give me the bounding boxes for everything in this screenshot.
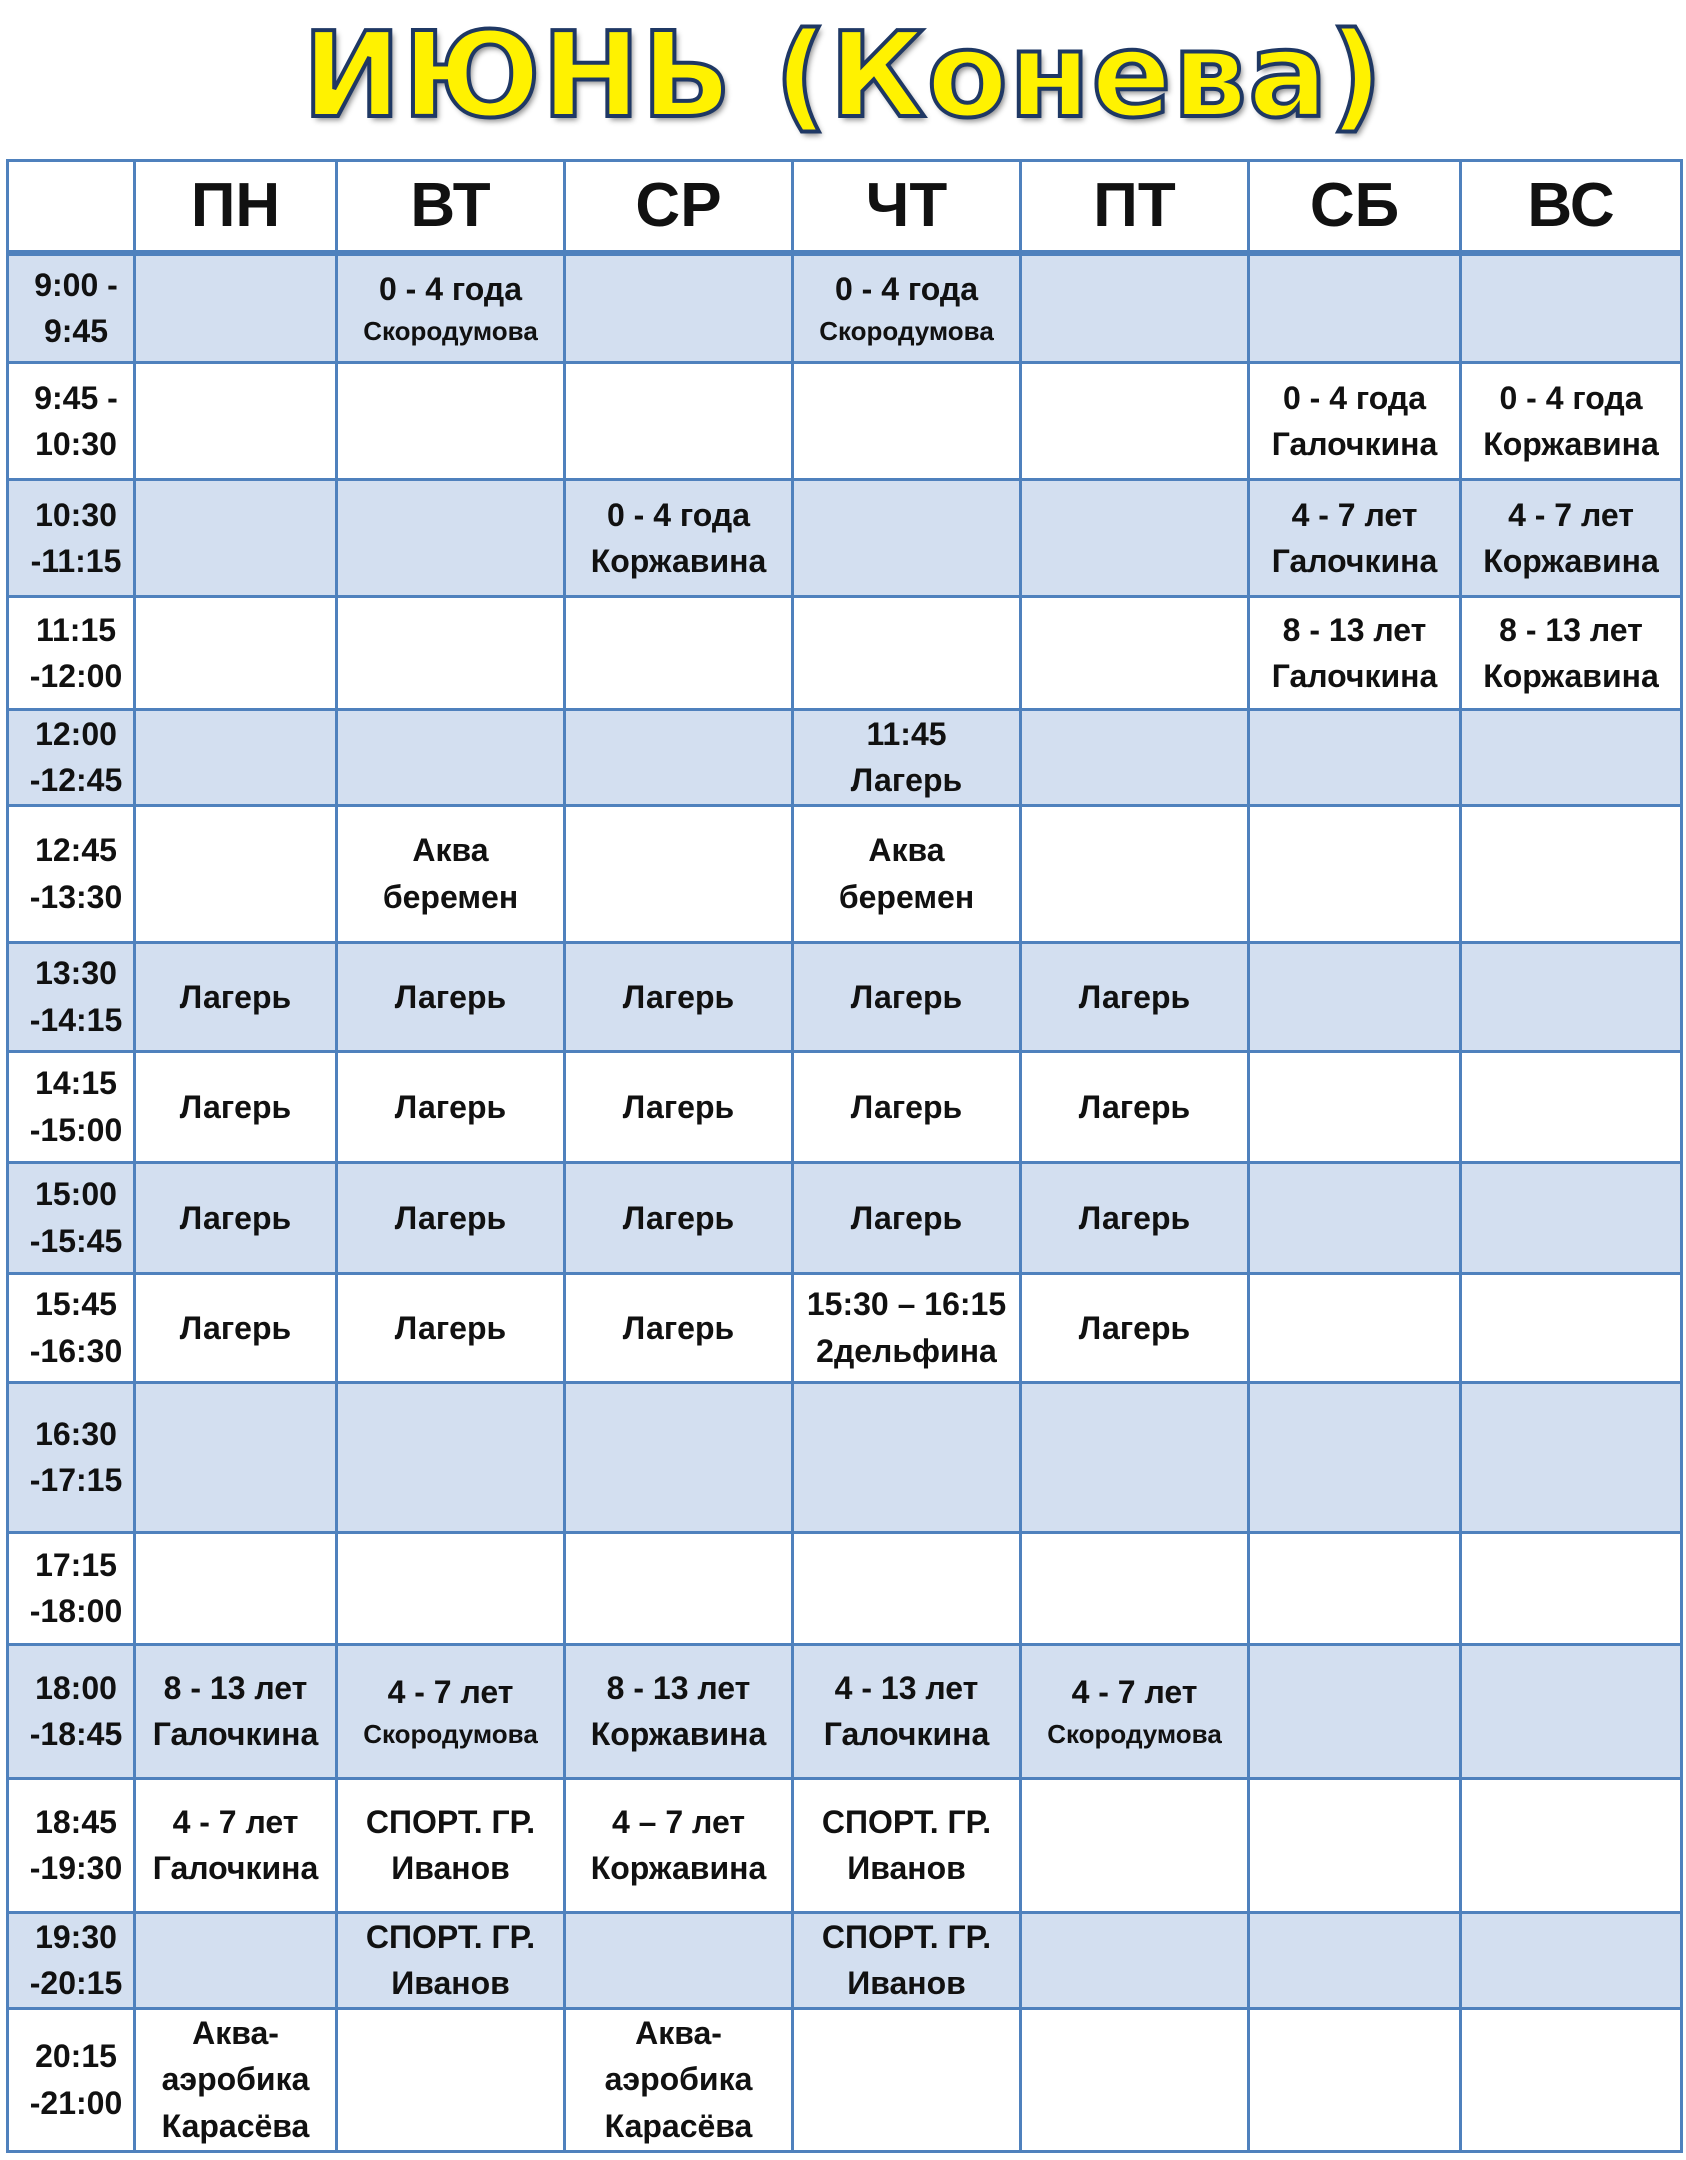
session-cell-mon <box>135 597 337 710</box>
day-header-wed: СР <box>565 161 793 253</box>
session-cell-thu <box>793 1382 1021 1532</box>
day-header-sat: СБ <box>1249 161 1461 253</box>
time-slot-label: 9:45 - <box>34 379 118 416</box>
time-slot-cell <box>8 597 135 710</box>
session-cell-mon <box>135 805 337 942</box>
session-cell-wed <box>565 1051 793 1162</box>
time-slot-cell <box>8 363 135 480</box>
session-text: Коржавина <box>590 1716 767 1753</box>
session-cell-tue <box>337 597 565 710</box>
session-cell-tue <box>337 363 565 480</box>
time-slot-label: 15:45 <box>35 1286 117 1323</box>
session-text: Иванов <box>847 1965 966 2002</box>
session-cell-sun <box>1461 805 1682 942</box>
time-slot-cell <box>8 805 135 942</box>
session-cell-thu <box>793 363 1021 480</box>
time-slot-label: 17:15 <box>35 1546 117 1583</box>
session-text: Коржавина <box>1483 426 1659 462</box>
session-cell-sat <box>1249 480 1461 597</box>
session-cell-wed <box>565 597 793 710</box>
session-text: Лагерь <box>179 1088 292 1125</box>
session-cell-sun <box>1461 1273 1682 1382</box>
schedule-row <box>8 363 1682 480</box>
session-cell-tue <box>337 1778 565 1912</box>
session-cell-tue <box>337 1273 565 1382</box>
time-slot-cell <box>8 1162 135 1273</box>
session-text: Скородумова <box>363 315 538 346</box>
time-slot-cell <box>8 1778 135 1912</box>
session-cell-fri <box>1021 253 1249 363</box>
session-cell-sun <box>1461 597 1682 710</box>
session-text: Аква <box>868 832 945 869</box>
session-cell-tue <box>337 1051 565 1162</box>
session-text: Аква- <box>192 2014 279 2051</box>
session-cell-wed <box>565 1162 793 1273</box>
schedule-row <box>8 942 1682 1051</box>
session-text: Коржавина <box>1483 658 1659 694</box>
time-slot-label: 20:15 <box>35 2038 117 2075</box>
session-cell-sun <box>1461 1532 1682 1644</box>
session-text: Лагерь <box>622 978 735 1015</box>
session-text: аэробика <box>161 2061 310 2098</box>
session-cell-tue <box>337 1644 565 1778</box>
session-text: Лагерь <box>1078 1199 1191 1236</box>
session-text: Галочкина <box>1271 426 1438 462</box>
time-slot-label: -18:00 <box>29 1593 123 1630</box>
session-text: Лагерь <box>850 978 963 1015</box>
session-text: Лагерь <box>394 978 507 1015</box>
session-text: Лагерь <box>394 1199 507 1236</box>
schedule-table <box>6 159 1683 2153</box>
session-text: Лагерь <box>179 1309 292 1346</box>
session-cell-mon <box>135 1051 337 1162</box>
time-slot-label: 16:30 <box>35 1415 117 1452</box>
session-cell-sun <box>1461 253 1682 363</box>
time-slot-label: -15:45 <box>29 1222 123 1259</box>
header-time-cell <box>8 161 135 253</box>
session-cell-tue <box>337 942 565 1051</box>
time-slot-cell <box>8 1912 135 2008</box>
session-text: СПОРТ. ГР. <box>365 1803 536 1840</box>
page-title: ИЮНЬ (Конева) <box>302 6 1384 144</box>
session-cell-mon <box>135 363 337 480</box>
session-cell-sun <box>1461 2008 1682 2151</box>
schedule-row <box>8 1912 1682 2008</box>
session-text: Карасёва <box>604 2107 753 2144</box>
session-cell-thu <box>793 1162 1021 1273</box>
session-text: 4 - 7 лет <box>172 1803 299 1840</box>
session-text: 0 - 4 года <box>606 496 751 533</box>
session-text: 2дельфина <box>816 1332 997 1369</box>
session-cell-sat <box>1249 363 1461 480</box>
time-slot-cell <box>8 1532 135 1644</box>
session-text: Галочкина <box>823 1716 990 1753</box>
time-slot-label: 13:30 <box>35 955 117 992</box>
time-slot-label: 11:15 <box>35 611 117 648</box>
session-cell-wed <box>565 480 793 597</box>
session-cell-fri <box>1021 1273 1249 1382</box>
session-text: Лагерь <box>622 1088 735 1125</box>
schedule-body <box>8 253 1682 2152</box>
session-text: 15:30 – 16:15 <box>806 1286 1007 1323</box>
session-cell-sun <box>1461 942 1682 1051</box>
session-cell-mon <box>135 1644 337 1778</box>
time-slot-label: 15:00 <box>35 1176 117 1213</box>
session-cell-tue <box>337 710 565 806</box>
schedule-row <box>8 805 1682 942</box>
session-cell-fri <box>1021 1778 1249 1912</box>
session-text: Коржавина <box>590 1850 767 1887</box>
time-slot-label: -16:30 <box>29 1332 123 1369</box>
session-cell-thu <box>793 1273 1021 1382</box>
time-slot-label: -13:30 <box>29 878 123 915</box>
time-slot-label: 9:45 <box>43 313 109 350</box>
session-text: 8 - 13 лет <box>606 1669 751 1706</box>
session-cell-sat <box>1249 1532 1461 1644</box>
session-cell-mon <box>135 710 337 806</box>
session-cell-wed <box>565 1778 793 1912</box>
schedule-row <box>8 1532 1682 1644</box>
session-cell-thu <box>793 480 1021 597</box>
time-slot-cell <box>8 1382 135 1532</box>
session-text: Лагерь <box>1078 1088 1191 1125</box>
session-cell-tue <box>337 253 565 363</box>
time-slot-cell <box>8 710 135 806</box>
session-text: беремен <box>382 878 519 915</box>
schedule-row <box>8 1382 1682 1532</box>
time-slot-cell <box>8 942 135 1051</box>
session-text: 4 – 7 лет <box>611 1803 745 1840</box>
session-cell-sun <box>1461 1051 1682 1162</box>
session-text: 0 - 4 года <box>834 271 979 308</box>
session-cell-thu <box>793 1644 1021 1778</box>
session-text: Аква <box>412 832 489 869</box>
session-text: СПОРТ. ГР. <box>821 1918 992 1955</box>
time-slot-label: 18:45 <box>35 1803 117 1840</box>
time-slot-cell <box>8 1644 135 1778</box>
session-cell-mon <box>135 480 337 597</box>
session-cell-mon <box>135 2008 337 2151</box>
session-cell-sat <box>1249 942 1461 1051</box>
session-text: Иванов <box>391 1965 510 2002</box>
schedule-row <box>8 597 1682 710</box>
time-slot-label: 12:00 <box>35 716 117 752</box>
session-cell-thu <box>793 2008 1021 2151</box>
session-cell-sun <box>1461 480 1682 597</box>
schedule-row <box>8 1644 1682 1778</box>
session-cell-thu <box>793 597 1021 710</box>
session-cell-tue <box>337 2008 565 2151</box>
time-slot-label: -20:15 <box>29 1965 123 2002</box>
session-text: 4 - 7 лет <box>1291 496 1418 533</box>
session-text: Лагерь <box>622 1309 735 1346</box>
session-text: Галочкина <box>1271 543 1438 579</box>
session-cell-fri <box>1021 942 1249 1051</box>
session-text: 8 - 13 лет <box>1499 611 1643 648</box>
time-slot-cell <box>8 1051 135 1162</box>
header-row <box>8 161 1682 253</box>
session-text: беремен <box>838 878 975 915</box>
session-cell-thu <box>793 942 1021 1051</box>
session-text: Лагерь <box>1078 1309 1191 1346</box>
time-slot-label: -12:45 <box>29 762 123 799</box>
session-cell-fri <box>1021 1382 1249 1532</box>
schedule-row <box>8 253 1682 363</box>
time-slot-label: 18:00 <box>35 1669 117 1706</box>
session-text: 0 - 4 года <box>1282 379 1427 416</box>
time-slot-label: 14:15 <box>35 1065 117 1102</box>
session-cell-sun <box>1461 710 1682 806</box>
session-cell-mon <box>135 1912 337 2008</box>
time-slot-label: 9:00 - <box>34 266 118 303</box>
session-cell-sun <box>1461 1644 1682 1778</box>
day-header-thu: ЧТ <box>793 161 1021 253</box>
session-cell-fri <box>1021 363 1249 480</box>
session-cell-wed <box>565 710 793 806</box>
session-text: 4 - 7 лет <box>1508 496 1634 533</box>
session-text: Лагерь <box>394 1088 507 1125</box>
time-slot-label: 19:30 <box>35 1918 117 1955</box>
session-text: Лагерь <box>850 1199 963 1236</box>
session-text: Лагерь <box>850 762 963 799</box>
session-cell-sat <box>1249 253 1461 363</box>
session-text: Лагерь <box>850 1088 963 1125</box>
session-cell-wed <box>565 1912 793 2008</box>
session-cell-tue <box>337 1532 565 1644</box>
session-cell-sun <box>1461 1162 1682 1273</box>
session-cell-thu <box>793 1778 1021 1912</box>
time-slot-label: -12:00 <box>29 658 123 694</box>
session-cell-mon <box>135 1382 337 1532</box>
session-cell-tue <box>337 1162 565 1273</box>
session-cell-sat <box>1249 710 1461 806</box>
session-cell-tue <box>337 805 565 942</box>
session-cell-sat <box>1249 1382 1461 1532</box>
session-cell-sat <box>1249 1644 1461 1778</box>
session-cell-mon <box>135 1778 337 1912</box>
session-cell-fri <box>1021 1532 1249 1644</box>
session-text: Карасёва <box>161 2107 310 2144</box>
session-text: Иванов <box>847 1850 966 1887</box>
session-cell-wed <box>565 1532 793 1644</box>
time-slot-label: -17:15 <box>29 1462 123 1499</box>
session-cell-sat <box>1249 1273 1461 1382</box>
schedule-row <box>8 1051 1682 1162</box>
time-slot-cell <box>8 2008 135 2151</box>
time-slot-label: 12:45 <box>35 832 117 869</box>
session-cell-thu <box>793 253 1021 363</box>
session-text: Иванов <box>391 1850 510 1887</box>
session-cell-mon <box>135 1532 337 1644</box>
time-slot-label: -21:00 <box>29 2084 123 2121</box>
session-cell-wed <box>565 805 793 942</box>
session-cell-wed <box>565 363 793 480</box>
session-cell-fri <box>1021 1051 1249 1162</box>
session-cell-fri <box>1021 1162 1249 1273</box>
time-slot-label: -15:00 <box>29 1111 123 1148</box>
time-slot-label: -11:15 <box>30 543 122 579</box>
session-cell-thu <box>793 1051 1021 1162</box>
session-cell-sat <box>1249 1778 1461 1912</box>
session-cell-wed <box>565 1644 793 1778</box>
session-cell-tue <box>337 1912 565 2008</box>
session-cell-sat <box>1249 1912 1461 2008</box>
session-cell-fri <box>1021 480 1249 597</box>
session-text: 4 - 7 лет <box>1071 1674 1198 1711</box>
session-cell-wed <box>565 942 793 1051</box>
session-text: 11:45 <box>866 716 947 752</box>
session-cell-tue <box>337 1382 565 1532</box>
session-text: СПОРТ. ГР. <box>365 1918 536 1955</box>
day-header-tue: ВТ <box>337 161 565 253</box>
session-text: Аква- <box>635 2014 722 2051</box>
day-header-fri: ПТ <box>1021 161 1249 253</box>
title-banner <box>0 0 1686 150</box>
session-cell-thu <box>793 1532 1021 1644</box>
session-cell-wed <box>565 2008 793 2151</box>
session-text: 4 - 7 лет <box>387 1674 514 1711</box>
session-cell-wed <box>565 1382 793 1532</box>
session-text: Коржавина <box>1483 543 1659 579</box>
time-slot-label: -14:15 <box>29 1001 123 1038</box>
session-text: 0 - 4 года <box>378 271 523 308</box>
day-header-sun: ВС <box>1461 161 1682 253</box>
session-cell-fri <box>1021 710 1249 806</box>
session-cell-sun <box>1461 1382 1682 1532</box>
session-cell-sat <box>1249 1051 1461 1162</box>
session-text: Коржавина <box>590 543 767 579</box>
session-text: СПОРТ. ГР. <box>821 1803 992 1840</box>
session-text: Лагерь <box>622 1199 735 1236</box>
session-cell-mon <box>135 1273 337 1382</box>
session-cell-sun <box>1461 1912 1682 2008</box>
session-text: 8 - 13 лет <box>163 1669 308 1706</box>
session-text: Скородумова <box>363 1718 538 1749</box>
session-text: Скородумова <box>819 315 994 346</box>
session-cell-tue <box>337 480 565 597</box>
session-text: Лагерь <box>179 978 292 1015</box>
session-text: Лагерь <box>1078 978 1191 1015</box>
session-cell-thu <box>793 805 1021 942</box>
time-slot-label: -19:30 <box>29 1850 123 1887</box>
session-text: Галочкина <box>152 1716 319 1753</box>
session-cell-thu <box>793 1912 1021 2008</box>
time-slot-label: 10:30 <box>35 426 117 462</box>
schedule-row <box>8 710 1682 806</box>
session-cell-sun <box>1461 1778 1682 1912</box>
session-text: Галочкина <box>152 1850 319 1887</box>
session-cell-sat <box>1249 805 1461 942</box>
session-text: Лагерь <box>394 1309 507 1346</box>
time-slot-label: 10:30 <box>35 496 117 533</box>
session-cell-fri <box>1021 597 1249 710</box>
session-cell-mon <box>135 1162 337 1273</box>
day-header-mon: ПН <box>135 161 337 253</box>
time-slot-cell <box>8 1273 135 1382</box>
time-slot-label: -18:45 <box>29 1716 123 1753</box>
session-cell-wed <box>565 253 793 363</box>
schedule-row <box>8 2008 1682 2151</box>
session-cell-mon <box>135 942 337 1051</box>
session-text: 8 - 13 лет <box>1282 611 1427 648</box>
session-cell-thu <box>793 710 1021 806</box>
session-cell-fri <box>1021 1644 1249 1778</box>
session-cell-fri <box>1021 2008 1249 2151</box>
session-text: Лагерь <box>179 1199 292 1236</box>
session-cell-fri <box>1021 805 1249 942</box>
time-slot-cell <box>8 253 135 363</box>
session-text: Галочкина <box>1271 658 1438 694</box>
schedule-row <box>8 1778 1682 1912</box>
schedule-row <box>8 1162 1682 1273</box>
session-text: 4 - 13 лет <box>834 1669 979 1706</box>
session-cell-fri <box>1021 1912 1249 2008</box>
session-cell-sat <box>1249 2008 1461 2151</box>
schedule-row <box>8 480 1682 597</box>
session-cell-sat <box>1249 597 1461 710</box>
session-text: аэробика <box>604 2061 753 2098</box>
session-cell-wed <box>565 1273 793 1382</box>
time-slot-cell <box>8 480 135 597</box>
schedule-row <box>8 1273 1682 1382</box>
session-text: 0 - 4 года <box>1499 379 1643 416</box>
session-text: Скородумова <box>1047 1718 1222 1749</box>
session-cell-mon <box>135 253 337 363</box>
session-cell-sun <box>1461 363 1682 480</box>
session-cell-sat <box>1249 1162 1461 1273</box>
